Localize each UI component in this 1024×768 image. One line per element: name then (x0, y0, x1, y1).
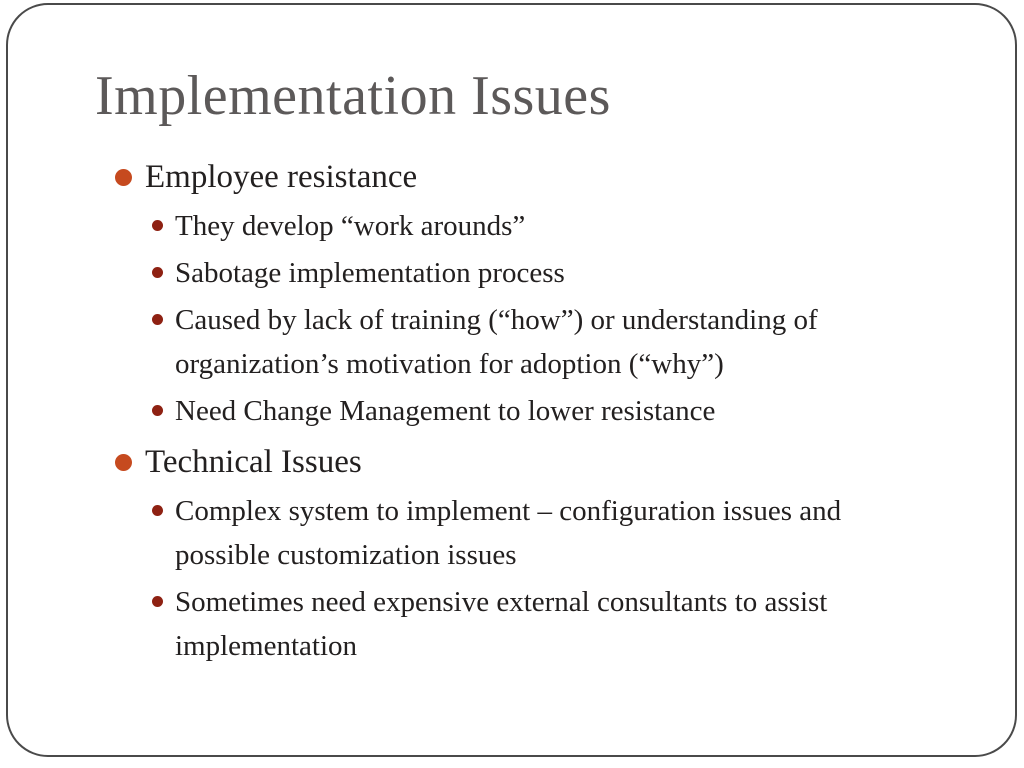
bullet-list (0, 154, 1024, 668)
level2-bullet-text: Caused by lack of training (“how”) or understanding of organization’s motivation for adoption (“why”) (175, 304, 818, 381)
level2-bullet-text: Complex system to implement – configuration issues and possible customization issues (175, 495, 842, 572)
slide-title: Implementation Issues (95, 65, 611, 127)
level2-bullet-item (152, 298, 1024, 386)
level2-bullet-text: Sabotage implementation process (175, 257, 565, 290)
level2-bullet-icon (152, 314, 163, 325)
level1-bullet-icon (115, 454, 132, 471)
level2-bullet-list (152, 202, 1024, 433)
level1-bullet-text: Employee resistance (145, 159, 418, 196)
level2-bullet-text: Need Change Management to lower resistance (175, 395, 716, 428)
level2-bullet-icon (152, 220, 163, 231)
level1-bullet-item (115, 439, 1024, 485)
level2-bullet-icon (152, 596, 163, 607)
level2-bullet-item (152, 389, 1024, 433)
level1-bullet-icon (115, 169, 132, 186)
level2-bullet-item (152, 204, 1024, 248)
level2-bullet-text: Sometimes need expensive external consultants to assist implementation (175, 586, 828, 663)
level2-bullet-item (152, 251, 1024, 295)
level2-bullet-list (152, 487, 1024, 668)
level2-bullet-item (152, 580, 1024, 668)
level1-bullet-item (115, 154, 1024, 200)
level1-bullet-text: Technical Issues (145, 444, 362, 481)
level2-bullet-icon (152, 267, 163, 278)
level2-bullet-icon (152, 405, 163, 416)
level2-bullet-text: They develop “work arounds” (175, 210, 526, 243)
level2-bullet-item (152, 489, 1024, 577)
level2-bullet-icon (152, 505, 163, 516)
